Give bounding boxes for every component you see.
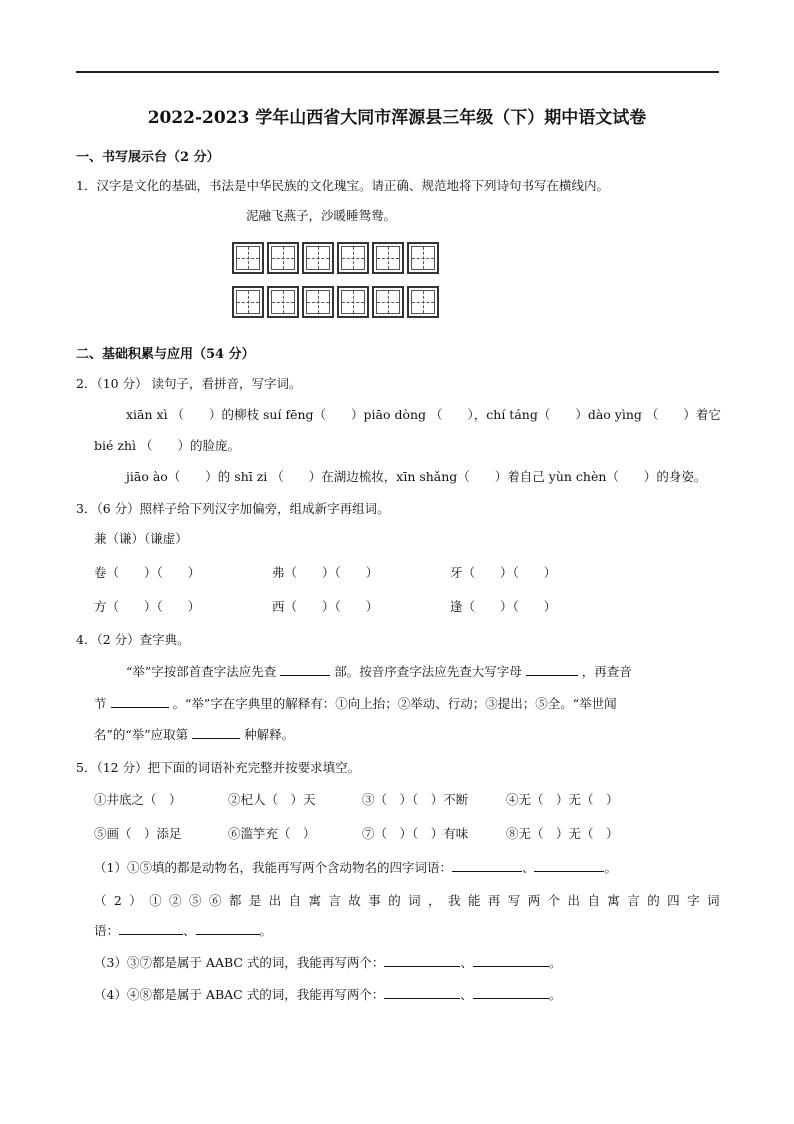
answer-blank[interactable]: [473, 987, 549, 999]
answer-blank[interactable]: [534, 860, 604, 872]
q2-line3: jiāo ào（ ）的 shī zi （ ）在湖边梳妆，xīn shǎng（ ）着自己 yùn chèn（ ）的身姿。: [126, 469, 707, 484]
q3-example: 兼（谦）（谦虚）: [94, 531, 188, 546]
q5-stem: 5．（12 分）把下面的词语补充完整并按要求填空。: [76, 760, 361, 775]
q2-line1: xiān xì （ ）的柳枝 suí fēng（ ）piāo dòng （ ），chí táng（ ）dào yìng （ ）着它: [126, 407, 721, 422]
period: 。: [259, 923, 273, 938]
q5-idiom: ⑥滥竽充（ ）: [228, 826, 316, 841]
q4-text: ，再查音: [581, 664, 632, 679]
q4-stem: 4．（2 分）查字典。: [76, 632, 190, 647]
writing-cell[interactable]: [407, 286, 439, 318]
q5-idiom: ⑧无（ ）无（ ）: [506, 826, 619, 841]
q5-idiom: ④无（ ）无（ ）: [506, 792, 619, 807]
q5-idiom: ①井底之（ ）: [94, 792, 182, 807]
writing-cell[interactable]: [302, 286, 334, 318]
answer-blank[interactable]: [111, 696, 169, 708]
writing-grid-row-1: [232, 242, 439, 274]
q2-stem: 2．（10 分） 读句子，看拼音，写字词。: [76, 376, 302, 391]
q4-line1: [126, 662, 632, 680]
q3-item: 弗（ ）（ ）: [272, 565, 379, 580]
separator: 、: [521, 860, 535, 875]
q4-text: 名”的“举”应取第: [94, 727, 189, 742]
q3-item: 逢（ ）（ ）: [450, 599, 557, 614]
answer-blank[interactable]: [280, 664, 330, 676]
q5-sub-text: （3）③⑦都是属于 AABC 式的词，我能再写两个：: [94, 955, 385, 970]
q3-item: 卷（ ）（ ）: [94, 565, 201, 580]
writing-cell[interactable]: [407, 242, 439, 274]
q5-idiom: ⑦（ ）（ ）有味: [362, 826, 469, 841]
answer-blank[interactable]: [526, 664, 578, 676]
q3-stem: 3．（6 分）照样子给下列汉字加偏旁，组成新字再组词。: [76, 501, 390, 516]
q5-sub-text: （4）④⑧都是属于 ABAC 式的词，我能再写两个：: [94, 987, 385, 1002]
q5-sub4: [94, 985, 561, 1003]
q4-text: “举”字按部首查字法应先查: [126, 664, 277, 679]
separator: 、: [183, 923, 196, 938]
separator: 、: [460, 955, 473, 970]
period: 。: [548, 955, 562, 970]
period: 。: [548, 987, 562, 1002]
q5-sub3: [94, 953, 561, 971]
answer-blank[interactable]: [196, 923, 260, 935]
q5-sub1: [94, 858, 617, 876]
section1-heading: 一、书写展示台（2 分）: [76, 150, 220, 165]
q5-sub-text: 语：: [94, 923, 120, 938]
q5-sub2: （2）①②⑤⑥都是出自寓言故事的词，我能再写两个出自寓言的四字词: [94, 893, 720, 908]
q1-text: 1．汉字是文化的基础，书法是中华民族的文化瑰宝。请正确、规范地将下列诗句书写在横线内。: [76, 178, 609, 193]
top-rule: [76, 71, 719, 73]
writing-cell[interactable]: [232, 242, 264, 274]
q4-line2: [94, 694, 617, 712]
section2-heading: 二、基础积累与应用（54 分）: [76, 347, 255, 362]
q5-idiom: ⑤画（ ）添足: [94, 826, 182, 841]
writing-cell[interactable]: [337, 242, 369, 274]
answer-blank[interactable]: [119, 923, 183, 935]
q2-line2: bié zhì （ ）的脸庞。: [94, 438, 240, 453]
q4-text: 种解释。: [244, 727, 295, 742]
page-title: 2022-2023 学年山西省大同市浑源县三年级（下）期中语文试卷: [147, 108, 647, 128]
period: 。: [604, 860, 617, 875]
q4-text: 部。按音序查字法应先查大写字母: [334, 664, 522, 679]
writing-cell[interactable]: [267, 242, 299, 274]
answer-blank[interactable]: [452, 860, 522, 872]
answer-blank[interactable]: [473, 955, 549, 967]
writing-cell[interactable]: [372, 286, 404, 318]
q5-idiom: ③（ ）（ ）不断: [362, 792, 469, 807]
writing-cell[interactable]: [267, 286, 299, 318]
q1-poem: 泥融飞燕子，沙暖睡鸳鸯。: [246, 208, 397, 223]
answer-blank[interactable]: [192, 727, 240, 739]
q4-line3: [94, 725, 294, 743]
q5-idiom: ②杞人（ ）天: [228, 792, 316, 807]
q3-item: 西（ ）（ ）: [272, 599, 379, 614]
answer-blank[interactable]: [384, 987, 460, 999]
separator: 、: [460, 987, 473, 1002]
writing-cell[interactable]: [372, 242, 404, 274]
q4-text: 。“举”字在字典里的解释有：①向上抬；②举动、行动；③提出；⑤全。“举世闻: [172, 696, 617, 711]
answer-blank[interactable]: [384, 955, 460, 967]
q4-text: 节: [94, 696, 107, 711]
writing-cell[interactable]: [232, 286, 264, 318]
writing-cell[interactable]: [337, 286, 369, 318]
q5-sub-text: （1）①⑤填的都是动物名，我能再写两个含动物名的四字词语：: [94, 860, 452, 875]
writing-grid-row-2: [232, 286, 439, 318]
q5-sub2b: [94, 921, 272, 939]
q3-item: 方（ ）（ ）: [94, 599, 201, 614]
q3-item: 牙（ ）（ ）: [450, 565, 557, 580]
writing-cell[interactable]: [302, 242, 334, 274]
